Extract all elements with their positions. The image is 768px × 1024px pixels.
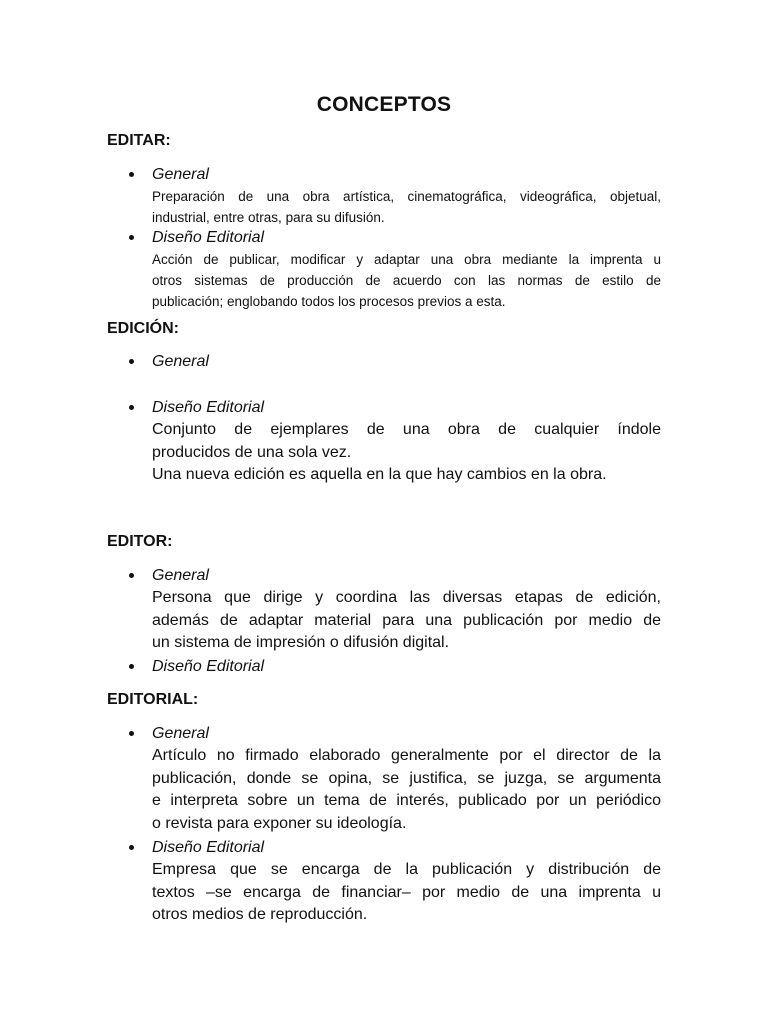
definition-line: Conjunto de ejemplares de una obra de cualquier índole — [152, 421, 661, 438]
item-label: General — [152, 567, 209, 584]
definition-line: Artículo no firmado elaborado generalmente por el director de la — [152, 747, 661, 764]
item-definition — [152, 186, 661, 228]
item-label: General — [152, 725, 209, 742]
definition-line: otros medios de reproducción. — [152, 906, 368, 923]
definition-line: Preparación de una obra artística, cinematográfica, videográfica, objetual, — [152, 189, 661, 204]
definition-line: Persona que dirige y coordina las diversas etapas de edición, — [152, 589, 661, 606]
bullet-icon — [129, 359, 134, 364]
item-label: Diseño Editorial — [152, 839, 265, 856]
bullet-icon — [129, 664, 134, 669]
definition-line: además de adaptar material para una publicación por medio de — [152, 611, 661, 629]
list-item-editar-diseno-editorial — [152, 227, 661, 312]
item-label: General — [152, 353, 209, 370]
definition-line: Empresa que se encarga de la publicación y distribución de — [152, 861, 661, 878]
list-item-editorial-diseno-editorial — [152, 837, 661, 927]
item-definition — [152, 249, 661, 312]
bullet-icon — [129, 731, 134, 736]
definition-line: producidos de una sola vez. — [152, 443, 352, 461]
list-item-editar-general — [152, 164, 661, 228]
document-title: CONCEPTOS — [316, 93, 452, 116]
list-item-editor-diseno-editorial — [152, 656, 661, 678]
section-heading-edicion: EDICIÓN: — [107, 320, 179, 337]
item-definition — [152, 745, 661, 835]
bullet-icon — [129, 573, 134, 578]
item-label: General — [152, 166, 209, 183]
list-item-edicion-diseno-editorial — [152, 397, 661, 487]
definition-line: textos –se encarga de financiar– por medio de una imprenta u — [152, 883, 661, 901]
definition-line: publicación, donde se opina, se justifica, se juzga, se argumenta — [152, 769, 661, 787]
section-heading-editorial: EDITORIAL: — [107, 691, 199, 708]
list-item-editorial-general — [152, 723, 661, 835]
section-heading-editor: EDITOR: — [107, 533, 173, 550]
definition-line: publicación; englobando todos los procesos previos a esta. — [152, 294, 506, 309]
definition-line: otros sistemas de producción de acuerdo con las normas de estilo de — [152, 273, 661, 288]
list-item-editor-general — [152, 565, 661, 655]
item-label: Diseño Editorial — [152, 658, 265, 675]
definition-line: Acción de publicar, modificar y adaptar una obra mediante la imprenta u — [152, 252, 661, 267]
definition-line: o revista para exponer su ideología. — [152, 814, 407, 832]
item-definition — [152, 419, 661, 487]
definition-line: industrial, entre otras, para su difusión. — [152, 210, 385, 225]
definition-line: un sistema de impresión o difusión digital. — [152, 634, 450, 651]
section-heading-editar: EDITAR: — [107, 132, 171, 149]
item-definition — [152, 859, 661, 927]
bullet-icon — [129, 172, 134, 177]
definition-line: Una nueva edición es aquella en la que hay cambios en la obra. — [152, 466, 607, 483]
bullet-icon — [129, 845, 134, 850]
item-definition — [152, 587, 661, 655]
definition-line: e interpreta sobre un tema de interés, publicado por un periódico — [152, 792, 661, 809]
bullet-icon — [129, 235, 134, 240]
item-label: Diseño Editorial — [152, 399, 265, 416]
item-label: Diseño Editorial — [152, 229, 265, 246]
list-item-edicion-general — [152, 351, 661, 373]
bullet-icon — [129, 405, 134, 410]
